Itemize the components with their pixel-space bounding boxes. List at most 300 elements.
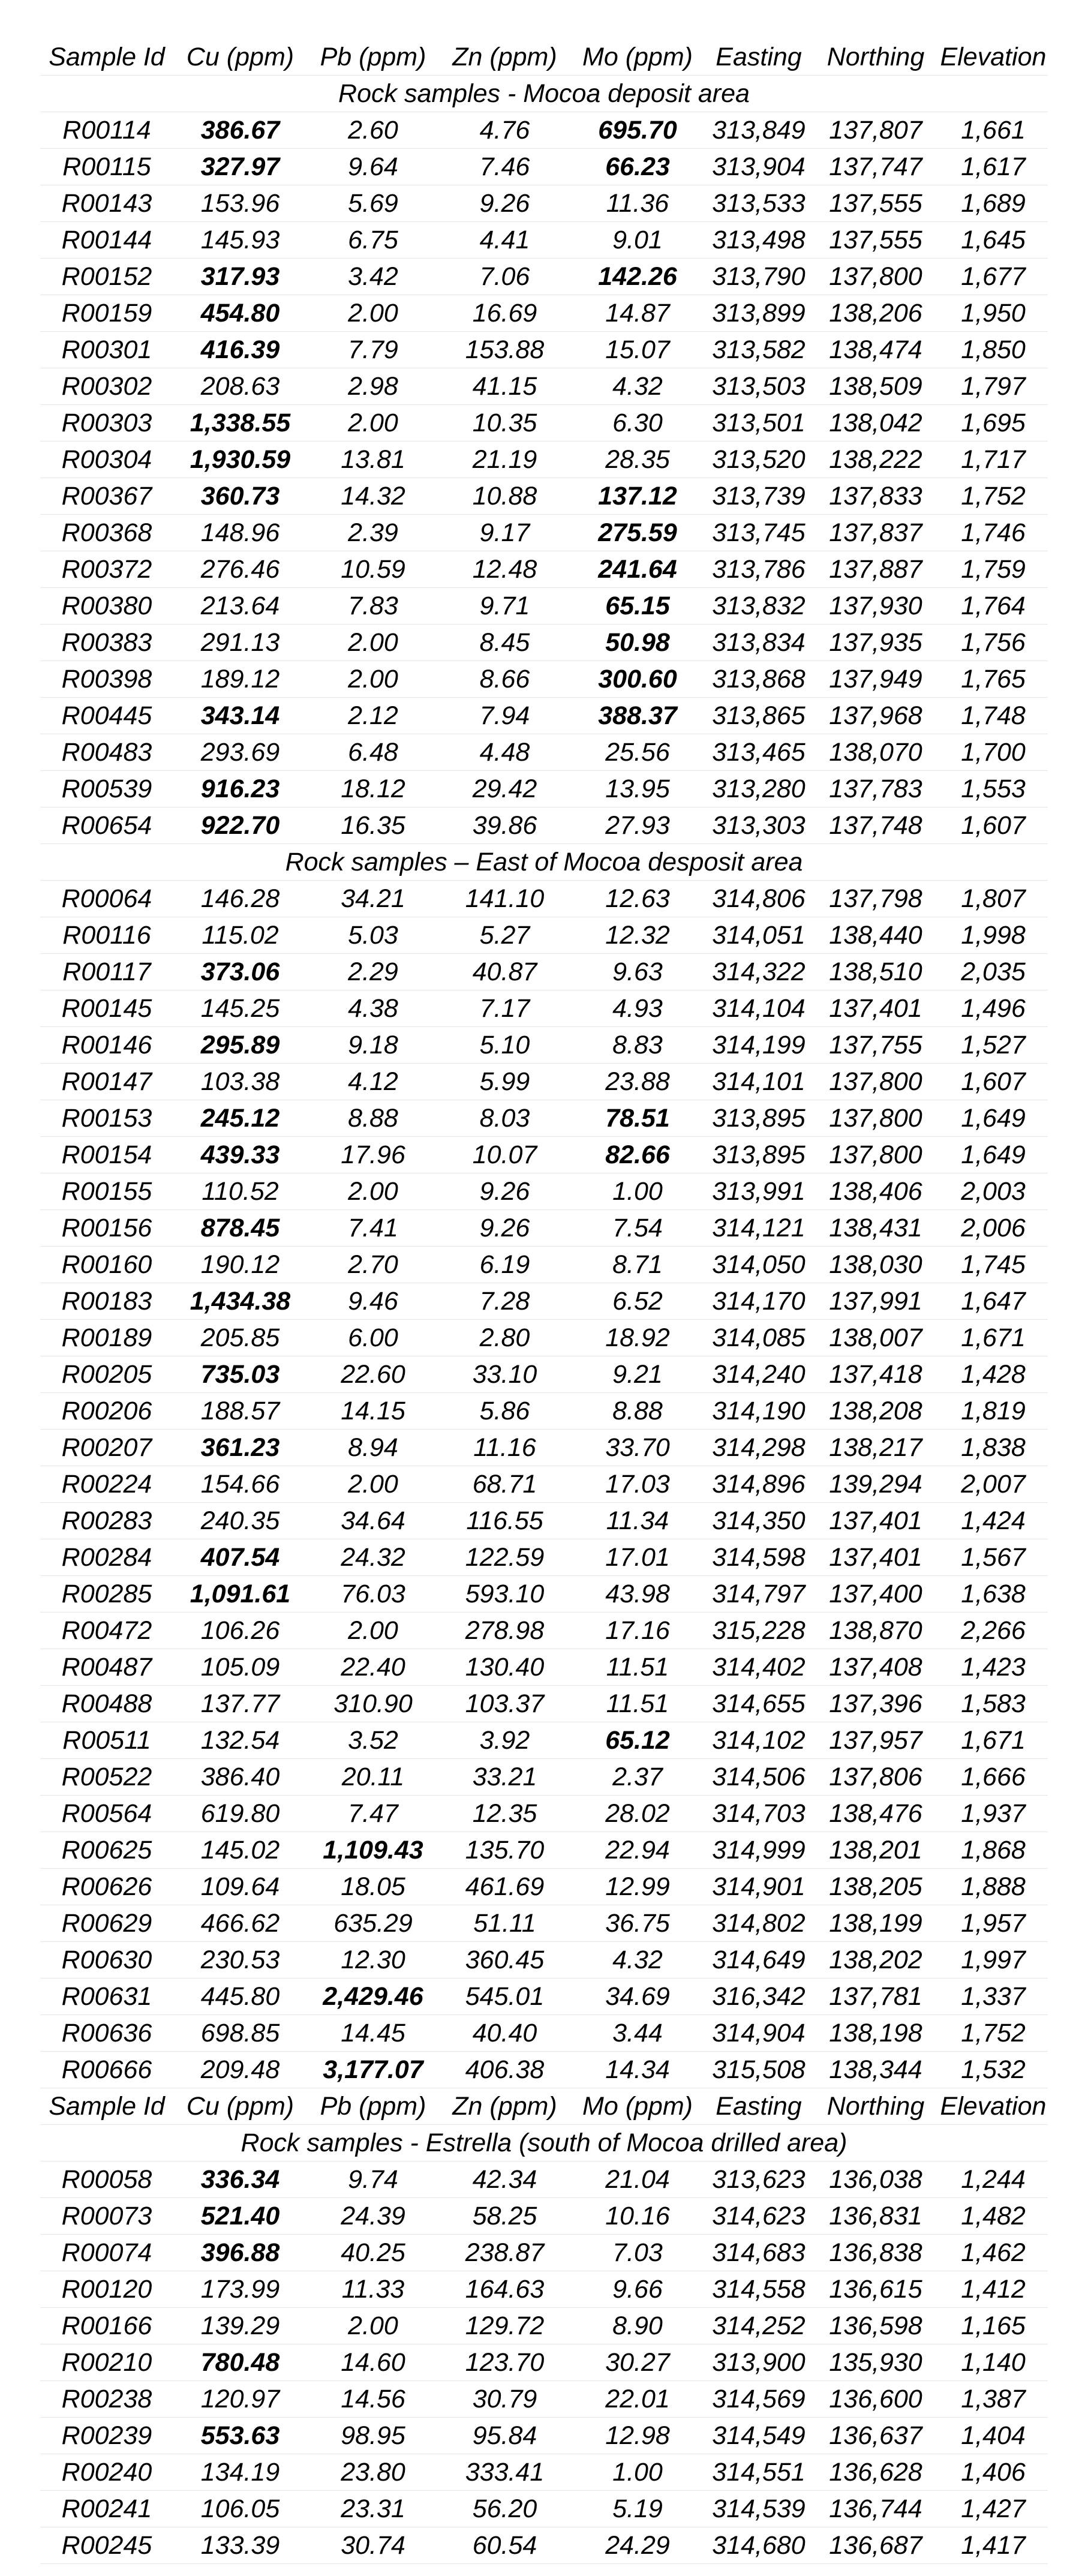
cell-cu-ppm: 521.40: [173, 2198, 307, 2235]
cell-northing: 136,831: [813, 2198, 939, 2235]
cell-easting: 313,900: [705, 2344, 813, 2381]
cell-elevation: 1,404: [939, 2418, 1048, 2454]
cell-cu-ppm: 145.93: [173, 222, 307, 259]
cell-mo-ppm: 22.01: [570, 2381, 705, 2418]
cell-cu-ppm: 173.99: [173, 2271, 307, 2308]
cell-pb-ppm: 6.48: [307, 734, 439, 771]
cell-easting: 314,551: [705, 2454, 813, 2491]
column-header-pb-ppm: Pb (ppm): [307, 2088, 439, 2125]
column-header-cu-ppm: Cu (ppm): [173, 39, 307, 76]
cell-elevation: 1,583: [939, 1686, 1048, 1722]
table-row: [40, 1539, 1048, 1576]
cell-northing: 138,406: [813, 1173, 939, 1210]
cell-sample-id: R00630: [40, 1942, 173, 1978]
column-header-easting: Easting: [705, 39, 813, 76]
cell-northing: 138,208: [813, 1393, 939, 1430]
cell-easting: 314,102: [705, 1722, 813, 1759]
cell-sample-id: R00240: [40, 2454, 173, 2491]
cell-easting: 314,101: [705, 1064, 813, 1100]
cell-easting: 314,050: [705, 1247, 813, 1283]
cell-pb-ppm: 2.60: [307, 112, 439, 149]
cell-easting: 314,350: [705, 1503, 813, 1539]
cell-easting: 314,680: [705, 2527, 813, 2564]
cell-cu-ppm: 208.63: [173, 368, 307, 405]
cell-sample-id: R00625: [40, 1832, 173, 1869]
table-row: [40, 2161, 1048, 2198]
cell-mo-ppm: 36.75: [570, 1905, 705, 1942]
cell-easting: 313,790: [705, 259, 813, 295]
cell-pb-ppm: 8.88: [307, 1100, 439, 1137]
cell-zn-ppm: 141.10: [439, 881, 570, 917]
table-row: [40, 2271, 1048, 2308]
cell-easting: 314,896: [705, 1466, 813, 1503]
column-header-sample-id: Sample Id: [40, 39, 173, 76]
cell-zn-ppm: 12.35: [439, 1796, 570, 1832]
cell-pb-ppm: 17.96: [307, 1137, 439, 1173]
cell-northing: 138,205: [813, 1869, 939, 1905]
cell-zn-ppm: 29.42: [439, 771, 570, 807]
cell-zn-ppm: 7.28: [439, 1283, 570, 1320]
table-row: [40, 807, 1048, 844]
cell-mo-ppm: 34.69: [570, 1978, 705, 2015]
column-header-northing: Northing: [813, 39, 939, 76]
cell-sample-id: R00116: [40, 917, 173, 954]
cell-zn-ppm: 7.06: [439, 259, 570, 295]
cell-cu-ppm: 439.33: [173, 1137, 307, 1173]
table-row: [40, 1503, 1048, 1539]
cell-northing: 138,217: [813, 1430, 939, 1466]
cell-pb-ppm: 2.70: [307, 1247, 439, 1283]
cell-elevation: 1,677: [939, 259, 1048, 295]
cell-cu-ppm: 780.48: [173, 2344, 307, 2381]
cell-easting: 315,228: [705, 1613, 813, 1649]
cell-pb-ppm: 12.30: [307, 1942, 439, 1978]
cell-pb-ppm: 2.00: [307, 2308, 439, 2344]
cell-pb-ppm: 9.46: [307, 1283, 439, 1320]
cell-sample-id: R00152: [40, 259, 173, 295]
table-row: [40, 1869, 1048, 1905]
cell-sample-id: R00304: [40, 442, 173, 478]
cell-sample-id: R00145: [40, 990, 173, 1027]
geochemistry-table-sheet: [40, 39, 1048, 2564]
table-row: [40, 1796, 1048, 1832]
cell-zn-ppm: 60.54: [439, 2527, 570, 2564]
cell-easting: 315,508: [705, 2052, 813, 2088]
cell-zn-ppm: 9.26: [439, 185, 570, 222]
cell-mo-ppm: 17.01: [570, 1539, 705, 1576]
table-row: [40, 1759, 1048, 1796]
cell-mo-ppm: 14.34: [570, 2052, 705, 2088]
cell-cu-ppm: 137.77: [173, 1686, 307, 1722]
cell-zn-ppm: 5.27: [439, 917, 570, 954]
cell-easting: 314,539: [705, 2491, 813, 2527]
cell-mo-ppm: 695.70: [570, 112, 705, 149]
cell-zn-ppm: 593.10: [439, 1576, 570, 1613]
cell-mo-ppm: 12.98: [570, 2418, 705, 2454]
cell-sample-id: R00159: [40, 295, 173, 332]
cell-northing: 137,401: [813, 1539, 939, 1576]
table-row: [40, 1064, 1048, 1100]
cell-mo-ppm: 9.63: [570, 954, 705, 990]
cell-zn-ppm: 10.07: [439, 1137, 570, 1173]
table-row: [40, 222, 1048, 259]
cell-cu-ppm: 145.25: [173, 990, 307, 1027]
cell-easting: 314,904: [705, 2015, 813, 2052]
cell-cu-ppm: 293.69: [173, 734, 307, 771]
cell-elevation: 1,937: [939, 1796, 1048, 1832]
cell-mo-ppm: 78.51: [570, 1100, 705, 1137]
cell-northing: 137,935: [813, 625, 939, 661]
cell-northing: 138,440: [813, 917, 939, 954]
cell-elevation: 1,417: [939, 2527, 1048, 2564]
cell-easting: 314,298: [705, 1430, 813, 1466]
table-row: [40, 1283, 1048, 1320]
cell-easting: 313,849: [705, 112, 813, 149]
table-row: [40, 1978, 1048, 2015]
cell-sample-id: R00205: [40, 1356, 173, 1393]
table-row: [40, 1320, 1048, 1356]
cell-cu-ppm: 295.89: [173, 1027, 307, 1064]
section-title: Rock samples – East of Mocoa desposit area: [40, 844, 1048, 881]
cell-mo-ppm: 15.07: [570, 332, 705, 368]
cell-cu-ppm: 454.80: [173, 295, 307, 332]
cell-elevation: 1,700: [939, 734, 1048, 771]
cell-elevation: 1,482: [939, 2198, 1048, 2235]
cell-northing: 139,294: [813, 1466, 939, 1503]
table-row: [40, 295, 1048, 332]
cell-sample-id: R00284: [40, 1539, 173, 1576]
cell-pb-ppm: 23.31: [307, 2491, 439, 2527]
cell-cu-ppm: 230.53: [173, 1942, 307, 1978]
cell-northing: 137,833: [813, 478, 939, 515]
cell-mo-ppm: 12.63: [570, 881, 705, 917]
cell-pb-ppm: 2.00: [307, 1613, 439, 1649]
table-row: [40, 2015, 1048, 2052]
cell-cu-ppm: 134.19: [173, 2454, 307, 2491]
cell-sample-id: R00241: [40, 2491, 173, 2527]
cell-northing: 137,800: [813, 1064, 939, 1100]
cell-cu-ppm: 115.02: [173, 917, 307, 954]
cell-pb-ppm: 18.05: [307, 1869, 439, 1905]
table-row: [40, 2344, 1048, 2381]
cell-pb-ppm: 2.00: [307, 295, 439, 332]
cell-cu-ppm: 619.80: [173, 1796, 307, 1832]
cell-northing: 138,206: [813, 295, 939, 332]
cell-zn-ppm: 51.11: [439, 1905, 570, 1942]
cell-mo-ppm: 142.26: [570, 259, 705, 295]
cell-pb-ppm: 2.00: [307, 1466, 439, 1503]
cell-northing: 137,396: [813, 1686, 939, 1722]
table-row: [40, 661, 1048, 698]
cell-mo-ppm: 5.19: [570, 2491, 705, 2527]
cell-pb-ppm: 5.03: [307, 917, 439, 954]
table-row: [40, 2052, 1048, 2088]
cell-zn-ppm: 153.88: [439, 332, 570, 368]
cell-mo-ppm: 8.88: [570, 1393, 705, 1430]
cell-elevation: 1,607: [939, 807, 1048, 844]
cell-elevation: 2,006: [939, 1210, 1048, 1247]
cell-cu-ppm: 205.85: [173, 1320, 307, 1356]
cell-zn-ppm: 130.40: [439, 1649, 570, 1686]
cell-pb-ppm: 18.12: [307, 771, 439, 807]
cell-easting: 316,342: [705, 1978, 813, 2015]
cell-mo-ppm: 8.83: [570, 1027, 705, 1064]
cell-northing: 137,755: [813, 1027, 939, 1064]
cell-cu-ppm: 106.26: [173, 1613, 307, 1649]
cell-pb-ppm: 14.45: [307, 2015, 439, 2052]
cell-elevation: 1,764: [939, 588, 1048, 625]
cell-easting: 314,655: [705, 1686, 813, 1722]
cell-easting: 313,786: [705, 551, 813, 588]
cell-cu-ppm: 146.28: [173, 881, 307, 917]
cell-sample-id: R00629: [40, 1905, 173, 1942]
table-body: [40, 39, 1048, 2564]
cell-sample-id: R00372: [40, 551, 173, 588]
table-row: [40, 515, 1048, 551]
cell-northing: 138,007: [813, 1320, 939, 1356]
cell-elevation: 1,567: [939, 1539, 1048, 1576]
cell-pb-ppm: 14.32: [307, 478, 439, 515]
cell-sample-id: R00224: [40, 1466, 173, 1503]
cell-mo-ppm: 4.32: [570, 1942, 705, 1978]
table-row: [40, 881, 1048, 917]
cell-northing: 137,418: [813, 1356, 939, 1393]
cell-cu-ppm: 386.67: [173, 112, 307, 149]
cell-pb-ppm: 5.69: [307, 185, 439, 222]
cell-zn-ppm: 164.63: [439, 2271, 570, 2308]
cell-easting: 313,465: [705, 734, 813, 771]
cell-pb-ppm: 14.15: [307, 1393, 439, 1430]
cell-mo-ppm: 65.12: [570, 1722, 705, 1759]
cell-pb-ppm: 3.42: [307, 259, 439, 295]
cell-sample-id: R00160: [40, 1247, 173, 1283]
cell-zn-ppm: 12.48: [439, 551, 570, 588]
cell-pb-ppm: 9.18: [307, 1027, 439, 1064]
cell-mo-ppm: 388.37: [570, 698, 705, 734]
column-header-cu-ppm: Cu (ppm): [173, 2088, 307, 2125]
cell-elevation: 1,527: [939, 1027, 1048, 1064]
cell-easting: 313,868: [705, 661, 813, 698]
column-header-elevation: Elevation: [939, 39, 1048, 76]
table-row: [40, 734, 1048, 771]
cell-northing: 138,476: [813, 1796, 939, 1832]
cell-zn-ppm: 11.16: [439, 1430, 570, 1466]
cell-mo-ppm: 25.56: [570, 734, 705, 771]
cell-sample-id: R00511: [40, 1722, 173, 1759]
cell-mo-ppm: 7.03: [570, 2235, 705, 2271]
cell-elevation: 1,756: [939, 625, 1048, 661]
cell-sample-id: R00398: [40, 661, 173, 698]
cell-sample-id: R00666: [40, 2052, 173, 2088]
cell-sample-id: R00487: [40, 1649, 173, 1686]
cell-elevation: 1,423: [939, 1649, 1048, 1686]
cell-northing: 138,431: [813, 1210, 939, 1247]
cell-cu-ppm: 1,434.38: [173, 1283, 307, 1320]
cell-easting: 313,501: [705, 405, 813, 442]
cell-elevation: 1,387: [939, 2381, 1048, 2418]
cell-northing: 138,474: [813, 332, 939, 368]
cell-northing: 136,038: [813, 2161, 939, 2198]
cell-pb-ppm: 2.39: [307, 515, 439, 551]
cell-elevation: 1,412: [939, 2271, 1048, 2308]
cell-cu-ppm: 922.70: [173, 807, 307, 844]
cell-easting: 314,170: [705, 1283, 813, 1320]
cell-elevation: 1,244: [939, 2161, 1048, 2198]
cell-cu-ppm: 105.09: [173, 1649, 307, 1686]
cell-northing: 138,870: [813, 1613, 939, 1649]
cell-elevation: 1,649: [939, 1137, 1048, 1173]
cell-elevation: 1,888: [939, 1869, 1048, 1905]
cell-cu-ppm: 133.39: [173, 2527, 307, 2564]
cell-cu-ppm: 878.45: [173, 1210, 307, 1247]
cell-easting: 313,991: [705, 1173, 813, 1210]
table-row: [40, 1393, 1048, 1430]
cell-sample-id: R00654: [40, 807, 173, 844]
cell-mo-ppm: 11.36: [570, 185, 705, 222]
cell-pb-ppm: 2.00: [307, 405, 439, 442]
cell-zn-ppm: 8.45: [439, 625, 570, 661]
cell-cu-ppm: 276.46: [173, 551, 307, 588]
cell-elevation: 1,553: [939, 771, 1048, 807]
cell-pb-ppm: 22.60: [307, 1356, 439, 1393]
cell-cu-ppm: 327.97: [173, 149, 307, 185]
cell-elevation: 1,424: [939, 1503, 1048, 1539]
table-row: [40, 442, 1048, 478]
cell-mo-ppm: 82.66: [570, 1137, 705, 1173]
table-row: [40, 1686, 1048, 1722]
cell-zn-ppm: 4.41: [439, 222, 570, 259]
cell-easting: 314,806: [705, 881, 813, 917]
cell-cu-ppm: 1,338.55: [173, 405, 307, 442]
cell-sample-id: R00380: [40, 588, 173, 625]
cell-easting: 313,280: [705, 771, 813, 807]
cell-sample-id: R00058: [40, 2161, 173, 2198]
cell-elevation: 1,807: [939, 881, 1048, 917]
cell-easting: 314,598: [705, 1539, 813, 1576]
cell-cu-ppm: 153.96: [173, 185, 307, 222]
table-row: [40, 1466, 1048, 1503]
cell-pb-ppm: 14.60: [307, 2344, 439, 2381]
cell-sample-id: R00626: [40, 1869, 173, 1905]
cell-zn-ppm: 122.59: [439, 1539, 570, 1576]
cell-pb-ppm: 7.83: [307, 588, 439, 625]
cell-easting: 313,865: [705, 698, 813, 734]
table-row: [40, 1210, 1048, 1247]
cell-northing: 138,344: [813, 2052, 939, 2088]
cell-mo-ppm: 11.34: [570, 1503, 705, 1539]
cell-northing: 137,800: [813, 259, 939, 295]
cell-northing: 136,687: [813, 2527, 939, 2564]
cell-sample-id: R00631: [40, 1978, 173, 2015]
cell-northing: 138,201: [813, 1832, 939, 1869]
cell-elevation: 1,765: [939, 661, 1048, 698]
cell-pb-ppm: 34.21: [307, 881, 439, 917]
cell-easting: 314,402: [705, 1649, 813, 1686]
cell-zn-ppm: 10.35: [439, 405, 570, 442]
cell-cu-ppm: 317.93: [173, 259, 307, 295]
cell-cu-ppm: 1,930.59: [173, 442, 307, 478]
cell-mo-ppm: 24.29: [570, 2527, 705, 2564]
cell-cu-ppm: 396.88: [173, 2235, 307, 2271]
cell-mo-ppm: 28.35: [570, 442, 705, 478]
cell-zn-ppm: 7.17: [439, 990, 570, 1027]
cell-pb-ppm: 4.38: [307, 990, 439, 1027]
cell-zn-ppm: 33.21: [439, 1759, 570, 1796]
table-row: [40, 2454, 1048, 2491]
cell-mo-ppm: 6.30: [570, 405, 705, 442]
cell-mo-ppm: 43.98: [570, 1576, 705, 1613]
cell-mo-ppm: 30.27: [570, 2344, 705, 2381]
table-row: [40, 478, 1048, 515]
cell-elevation: 1,689: [939, 185, 1048, 222]
column-header-easting: Easting: [705, 2088, 813, 2125]
cell-pb-ppm: 2.00: [307, 625, 439, 661]
cell-elevation: 1,838: [939, 1430, 1048, 1466]
cell-easting: 314,190: [705, 1393, 813, 1430]
cell-zn-ppm: 68.71: [439, 1466, 570, 1503]
cell-zn-ppm: 21.19: [439, 442, 570, 478]
rock-samples-table: [40, 39, 1048, 2564]
cell-cu-ppm: 154.66: [173, 1466, 307, 1503]
cell-zn-ppm: 406.38: [439, 2052, 570, 2088]
table-row: [40, 368, 1048, 405]
column-header-mo-ppm: Mo (ppm): [570, 39, 705, 76]
cell-elevation: 1,607: [939, 1064, 1048, 1100]
cell-northing: 136,600: [813, 2381, 939, 2418]
cell-sample-id: R00074: [40, 2235, 173, 2271]
table-row: [40, 1027, 1048, 1064]
cell-mo-ppm: 13.95: [570, 771, 705, 807]
cell-easting: 314,802: [705, 1905, 813, 1942]
cell-pb-ppm: 24.32: [307, 1539, 439, 1576]
cell-zn-ppm: 103.37: [439, 1686, 570, 1722]
cell-easting: 313,895: [705, 1137, 813, 1173]
cell-elevation: 1,850: [939, 332, 1048, 368]
cell-mo-ppm: 2.37: [570, 1759, 705, 1796]
cell-northing: 138,202: [813, 1942, 939, 1978]
cell-cu-ppm: 120.97: [173, 2381, 307, 2418]
cell-easting: 313,899: [705, 295, 813, 332]
table-row: [40, 588, 1048, 625]
cell-sample-id: R00154: [40, 1137, 173, 1173]
column-header-zn-ppm: Zn (ppm): [439, 39, 570, 76]
cell-sample-id: R00539: [40, 771, 173, 807]
cell-sample-id: R00114: [40, 112, 173, 149]
cell-northing: 138,042: [813, 405, 939, 442]
cell-zn-ppm: 9.26: [439, 1173, 570, 1210]
table-row: [40, 1832, 1048, 1869]
table-row: [40, 1905, 1048, 1942]
cell-cu-ppm: 916.23: [173, 771, 307, 807]
cell-easting: 314,240: [705, 1356, 813, 1393]
cell-pb-ppm: 2.98: [307, 368, 439, 405]
cell-northing: 136,838: [813, 2235, 939, 2271]
cell-cu-ppm: 189.12: [173, 661, 307, 698]
cell-pb-ppm: 11.33: [307, 2271, 439, 2308]
cell-pb-ppm: 7.41: [307, 1210, 439, 1247]
cell-zn-ppm: 4.76: [439, 112, 570, 149]
table-row: [40, 625, 1048, 661]
cell-northing: 138,198: [813, 2015, 939, 2052]
cell-pb-ppm: 9.74: [307, 2161, 439, 2198]
cell-easting: 314,558: [705, 2271, 813, 2308]
cell-mo-ppm: 9.01: [570, 222, 705, 259]
cell-elevation: 2,035: [939, 954, 1048, 990]
cell-easting: 314,797: [705, 1576, 813, 1613]
cell-sample-id: R00283: [40, 1503, 173, 1539]
cell-cu-ppm: 373.06: [173, 954, 307, 990]
cell-northing: 137,949: [813, 661, 939, 698]
